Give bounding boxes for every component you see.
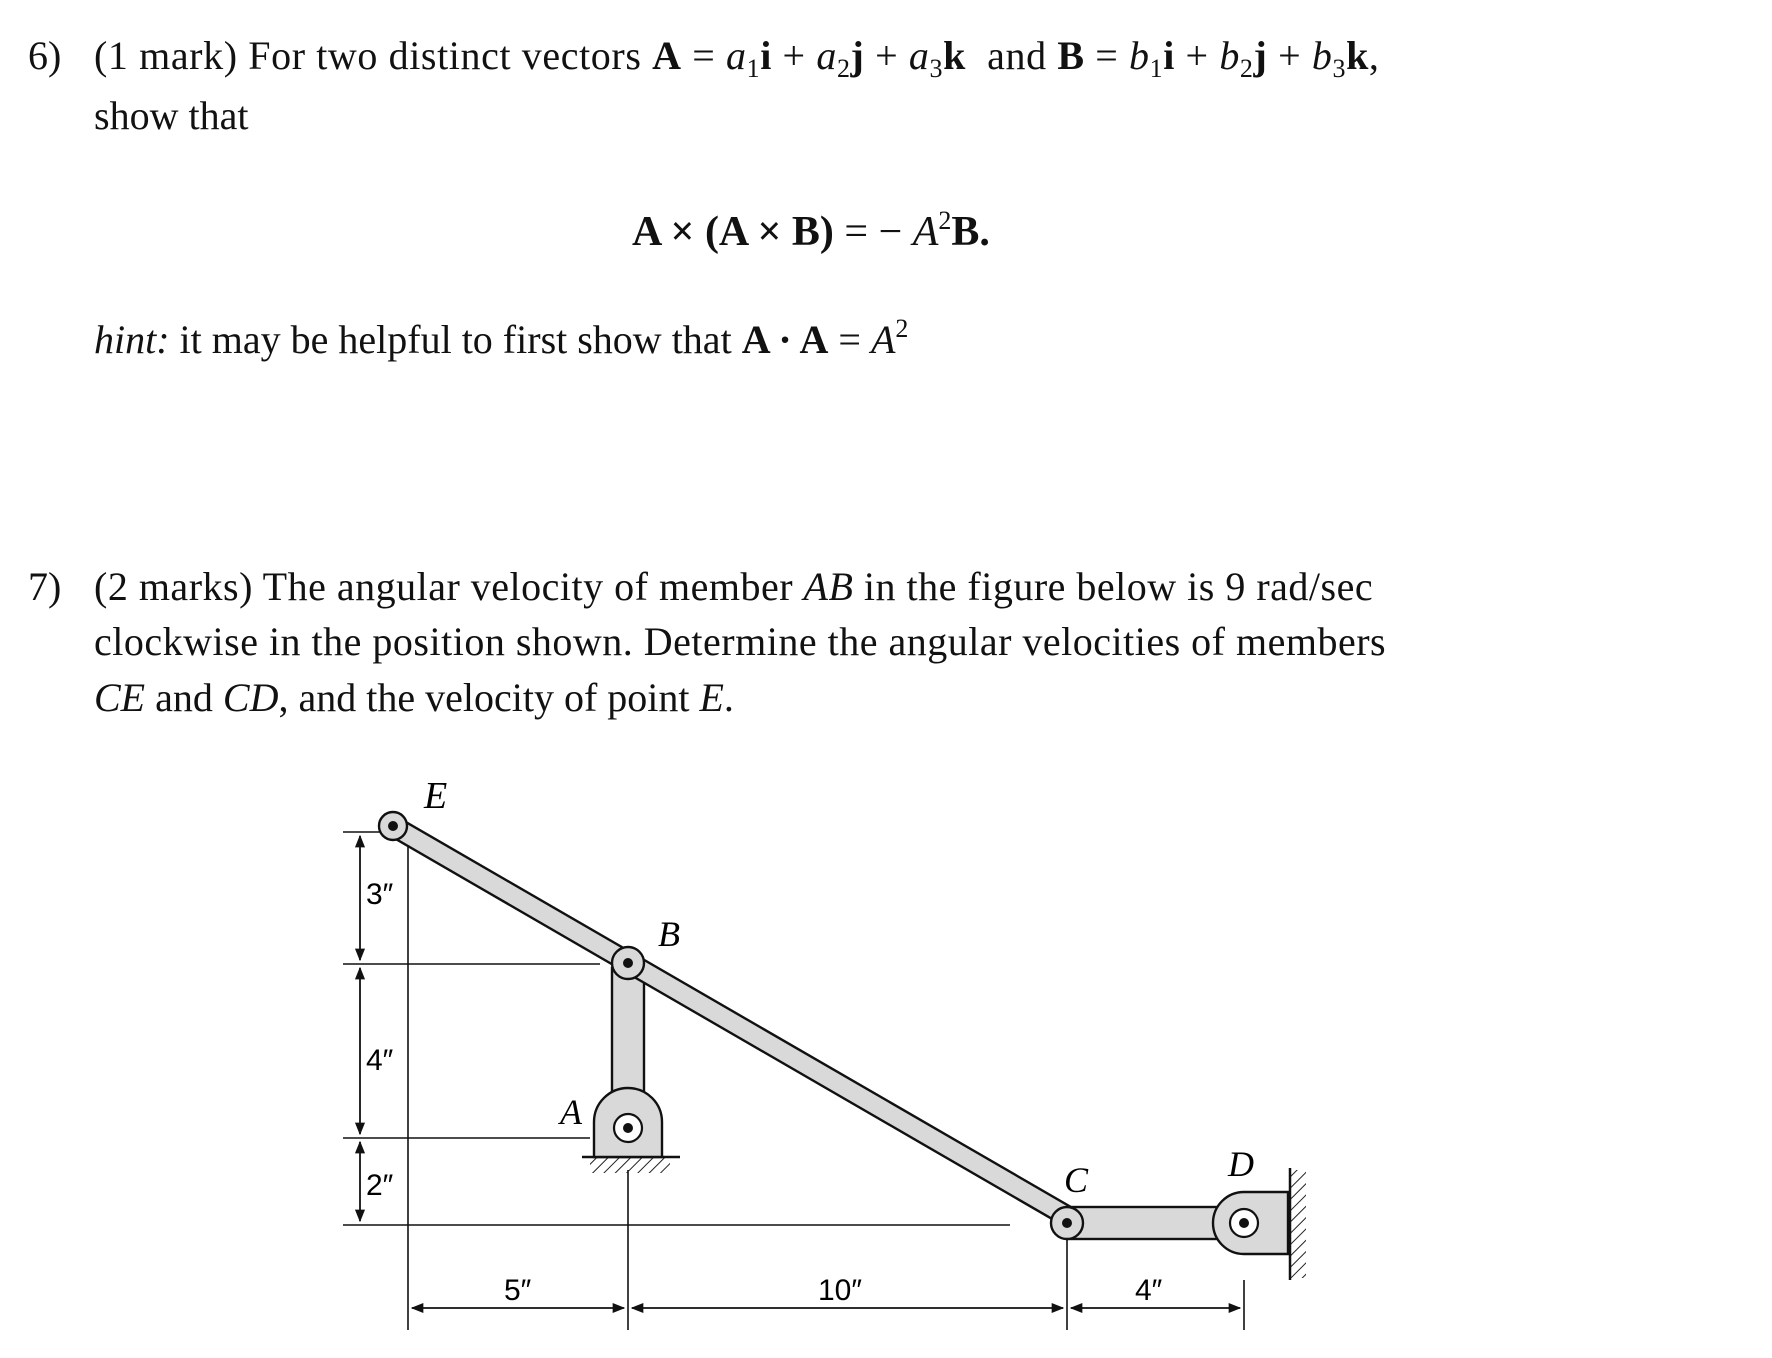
member-ce-text: CE [94, 675, 146, 720]
unit-i: i [760, 33, 772, 78]
q7-line3-mid: , and the velocity of point [278, 675, 700, 720]
q7-line1-post: in the figure below is 9 rad/sec [853, 564, 1374, 609]
hint-label: hint: [94, 317, 170, 362]
a2-subscript: 2 [836, 54, 851, 83]
dimension-5in: 5″ [504, 1274, 532, 1307]
q6-intro: For two distinct vectors [248, 33, 642, 78]
dimension-3in: 3″ [366, 878, 394, 911]
and-word: and [145, 675, 223, 720]
b2-symbol: b [1219, 33, 1240, 78]
hint-equals: = [828, 317, 871, 362]
b2-subscript: 2 [1239, 54, 1254, 83]
ground-wall-d [1290, 1168, 1306, 1280]
b1-subscript: 1 [1149, 54, 1164, 83]
plus-sign: + [1278, 33, 1302, 78]
plus-sign: + [1185, 33, 1209, 78]
equation-rhs-a: A [912, 209, 939, 255]
unit-i: i [1163, 33, 1175, 78]
member-ab-text: AB [803, 564, 854, 609]
unit-k: k [943, 33, 966, 78]
q7-line1-pre: (2 marks) The angular velocity of member [94, 564, 804, 609]
pin-bracket-d [1213, 1192, 1288, 1254]
a3-subscript: 3 [929, 54, 944, 83]
question-7-statement-line2: clockwise in the position shown. Determine the angular velocities of members [94, 619, 1387, 664]
vector-a-name: A [652, 33, 682, 78]
label-b: B [658, 914, 680, 954]
dimension-10in: 10″ [818, 1274, 862, 1307]
unit-k: k [1346, 33, 1369, 78]
b3-symbol: b [1311, 33, 1333, 78]
vector-b-name: B [1057, 33, 1085, 78]
equals-sign: = [1095, 33, 1119, 78]
pin-bracket-a [594, 1088, 662, 1157]
label-d: D [1228, 1144, 1254, 1184]
hint-expression: A · A [741, 317, 829, 362]
dimension-4in: 4″ [366, 1044, 394, 1077]
hint-rhs-a: A [870, 317, 896, 362]
member-cd-text: CD [222, 675, 279, 720]
equation-rhs-b: B. [951, 209, 990, 255]
plus-sign: + [782, 33, 806, 78]
question-6-number: 6) [28, 33, 62, 78]
pin-joint-c [1051, 1207, 1083, 1239]
hint-text: it may be helpful to first show that [169, 317, 742, 362]
label-e: E [424, 775, 448, 817]
equation-rhs-exponent: 2 [938, 206, 952, 235]
ground-support-a [582, 1157, 680, 1173]
comma: , [1368, 33, 1380, 78]
unit-j: j [1253, 33, 1268, 78]
a1-subscript: 1 [746, 54, 761, 83]
unit-j: j [850, 33, 865, 78]
dimension-4in-horizontal: 4″ [1135, 1274, 1163, 1307]
b3-subscript: 3 [1332, 54, 1347, 83]
a3-symbol: a [908, 33, 930, 78]
plus-sign: + [875, 33, 899, 78]
member-ec [379, 812, 1070, 1224]
point-e-text: E [699, 675, 724, 720]
a2-symbol: a [816, 33, 837, 78]
and-word: and [987, 33, 1047, 78]
equation-mid: = − [833, 209, 913, 255]
question-7-number: 7) [28, 564, 62, 609]
reference-lines [343, 832, 1244, 1330]
pin-joint-b [612, 947, 644, 979]
a1-symbol: a [726, 33, 747, 78]
label-c: C [1064, 1160, 1089, 1200]
label-a: A [560, 1092, 582, 1132]
period: . [723, 675, 734, 720]
dimension-2in-vertical: 2″ [366, 1169, 394, 1202]
equation-lhs: A × (A × B) [632, 209, 834, 255]
question-6-statement-line2: show that [94, 93, 249, 138]
equals-sign: = [692, 33, 716, 78]
hint-rhs-exponent: 2 [895, 314, 909, 343]
b1-symbol: b [1128, 33, 1150, 78]
q6-marks: (1 mark) [94, 33, 238, 78]
member-cd [1067, 1207, 1237, 1239]
